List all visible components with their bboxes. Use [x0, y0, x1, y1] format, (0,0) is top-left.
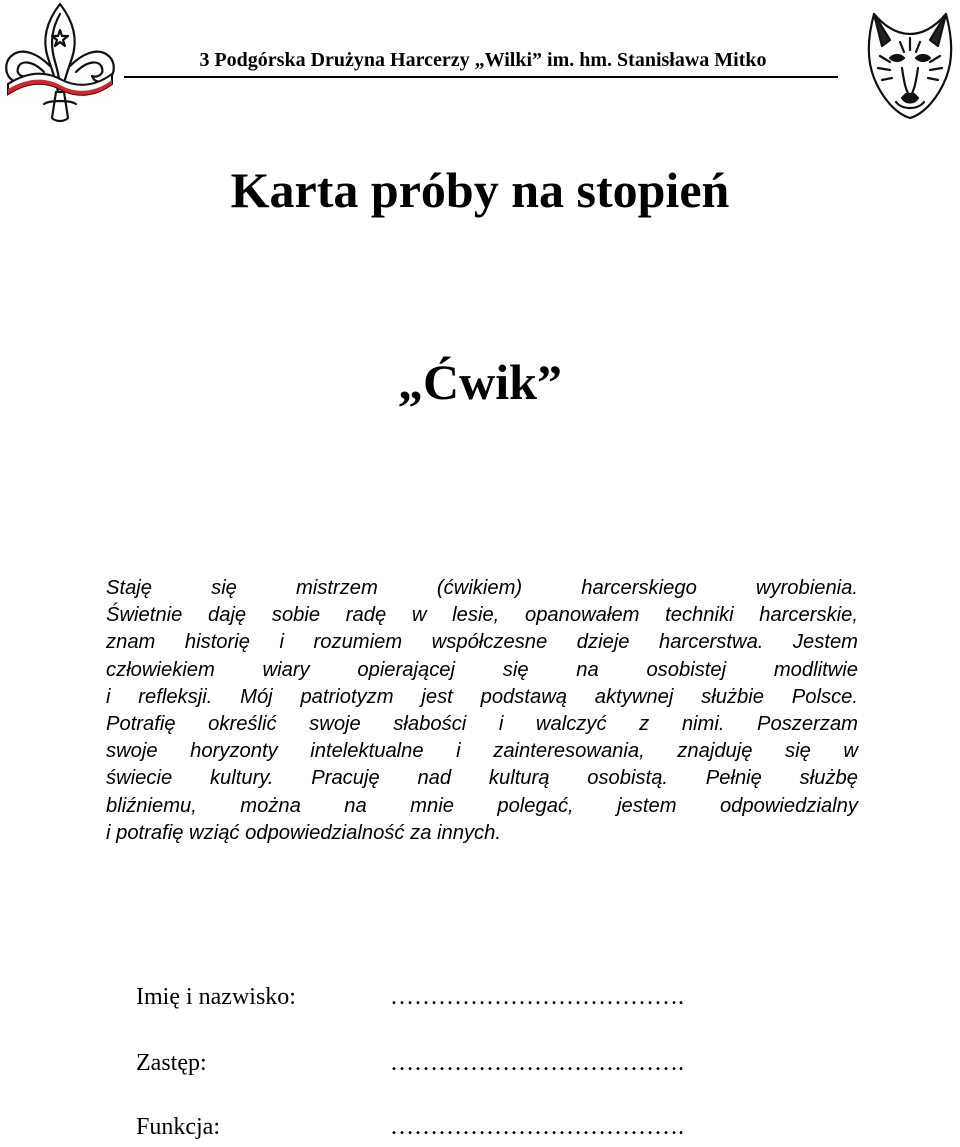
description-line: Świetnie daję sobie radę w lesie, opanowałem techniki harcerskie,: [106, 604, 858, 627]
description-line: świecie kultury. Pracuję nad kulturą osobistą. Pełnię służbę: [106, 767, 858, 790]
troop-name-header: 3 Podgórska Drużyna Harcerzy „Wilki” im. hm. Stanisława Mitko: [199, 49, 767, 71]
patrol-field-blank[interactable]: ……………………………….: [390, 1050, 684, 1076]
function-field-blank[interactable]: ……………………………….: [390, 1114, 684, 1140]
description-line: swoje horyzonty intelektualne i zainteresowania, znajduję się w: [106, 740, 858, 763]
description-line: Potrafię określić swoje słabości i walczyć z nimi. Poszerzam: [106, 712, 858, 735]
scout-lily-icon: [0, 0, 120, 128]
rank-name: „Ćwik”: [398, 354, 562, 410]
description-line: i refleksji. Mój patriotyzm jest podstawą aktywnej służbie Polsce.: [106, 685, 858, 708]
page-title: Karta próby na stopień: [230, 162, 730, 218]
description-line: Staję się mistrzem (ćwikiem) harcerskiego wyrobienia.: [106, 577, 858, 599]
header-divider: [124, 76, 838, 78]
description-line: znam historię i rozumiem współczesne dzieje harcerstwa. Jestem: [106, 631, 858, 654]
rank-description: [106, 575, 858, 847]
description-line: i potrafię wziąć odpowiedzialność za innych.: [106, 821, 501, 844]
description-line: człowiekiem wiary opierającej się na osobistej modlitwie: [106, 658, 858, 681]
name-field-blank[interactable]: ……………………………….: [390, 984, 684, 1010]
patrol-field-label: Zastęp:: [136, 1050, 207, 1076]
wolf-head-icon: [860, 6, 960, 122]
name-field-label: Imię i nazwisko:: [136, 984, 296, 1010]
function-field-label: Funkcja:: [136, 1114, 220, 1140]
description-line: bliźniemu, można na mnie polegać, jestem odpowiedzialny: [106, 794, 858, 817]
